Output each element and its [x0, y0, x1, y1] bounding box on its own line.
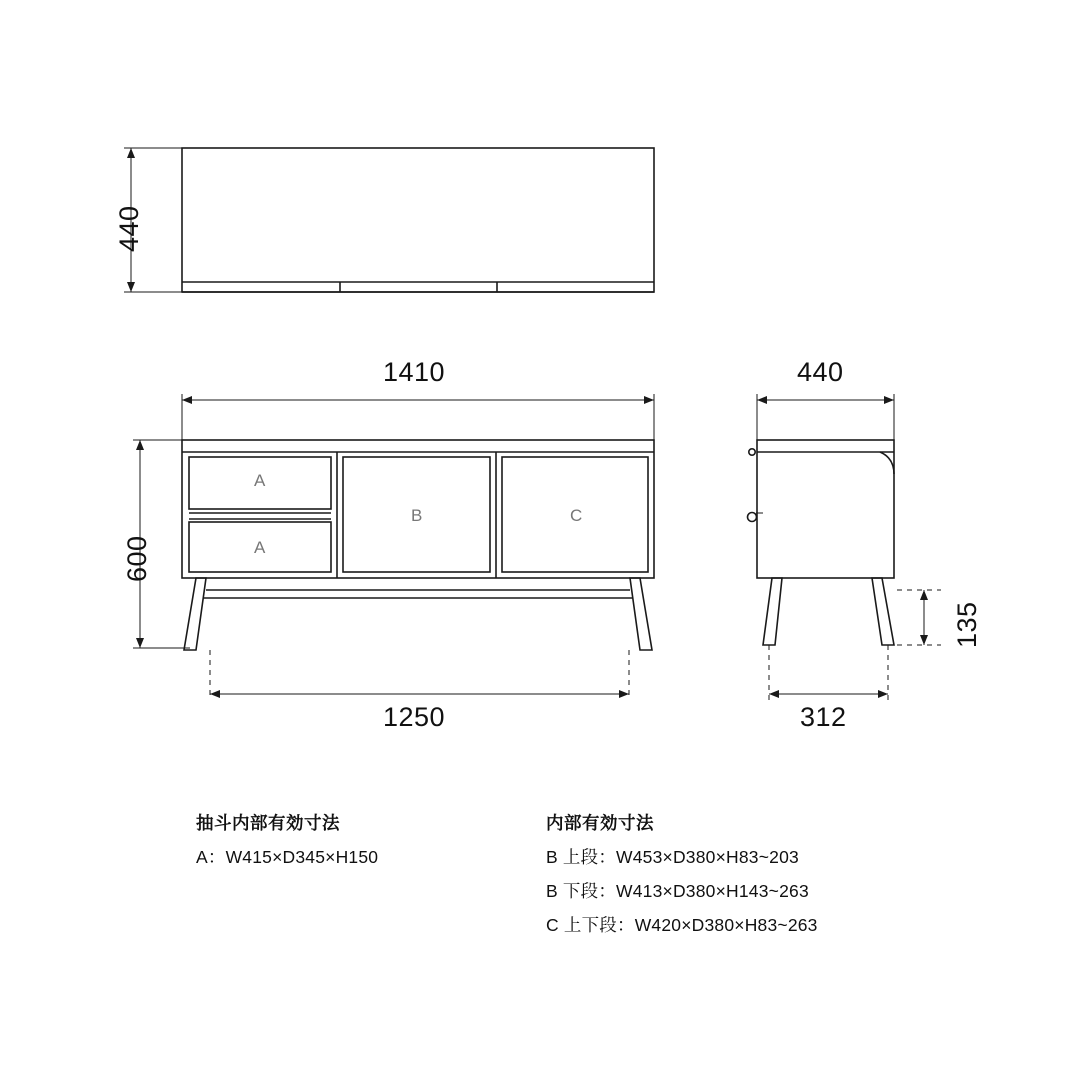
part-label-b: B: [411, 506, 423, 525]
notes-drawer: [196, 806, 378, 874]
side-view-depth-dimension: [757, 394, 894, 444]
notes-interior-line-2: B 下段：W413×D380×H143~263: [546, 881, 809, 902]
front-view-legs: [184, 578, 652, 650]
notes-interior: [546, 806, 818, 943]
part-label-c: C: [570, 506, 583, 525]
notes-interior-line-3: C 上下段：W420×D380×H83~263: [546, 915, 818, 936]
dimension-side-legheight: 135: [952, 601, 982, 648]
dimension-side-legspan: 312: [800, 702, 847, 732]
side-view-outline: [748, 440, 895, 578]
top-view-outline: [182, 148, 654, 292]
side-view-legs: [763, 578, 894, 645]
notes-drawer-heading: 抽斗内部有効寸法: [196, 813, 340, 833]
notes-drawer-line-1: A：W415×D345×H150: [196, 847, 379, 868]
notes-interior-line-1: B 上段：W453×D380×H83~203: [546, 847, 799, 868]
side-view-legspan-dimension: [769, 645, 888, 700]
dimension-front-legspan: 1250: [383, 702, 446, 732]
side-view-legheight-dimension: [897, 590, 941, 645]
front-view-legspan-dimension: [210, 650, 629, 700]
dimension-side-depth: 440: [797, 357, 844, 387]
dimension-front-width: 1410: [383, 357, 446, 387]
dimension-top-height: 440: [114, 205, 144, 252]
part-label-a-lower: A: [254, 538, 266, 557]
front-view-width-dimension: [182, 394, 654, 444]
part-label-a-upper: A: [254, 471, 266, 490]
dimension-front-height: 600: [122, 535, 152, 582]
notes-interior-heading: 内部有効寸法: [546, 813, 654, 833]
